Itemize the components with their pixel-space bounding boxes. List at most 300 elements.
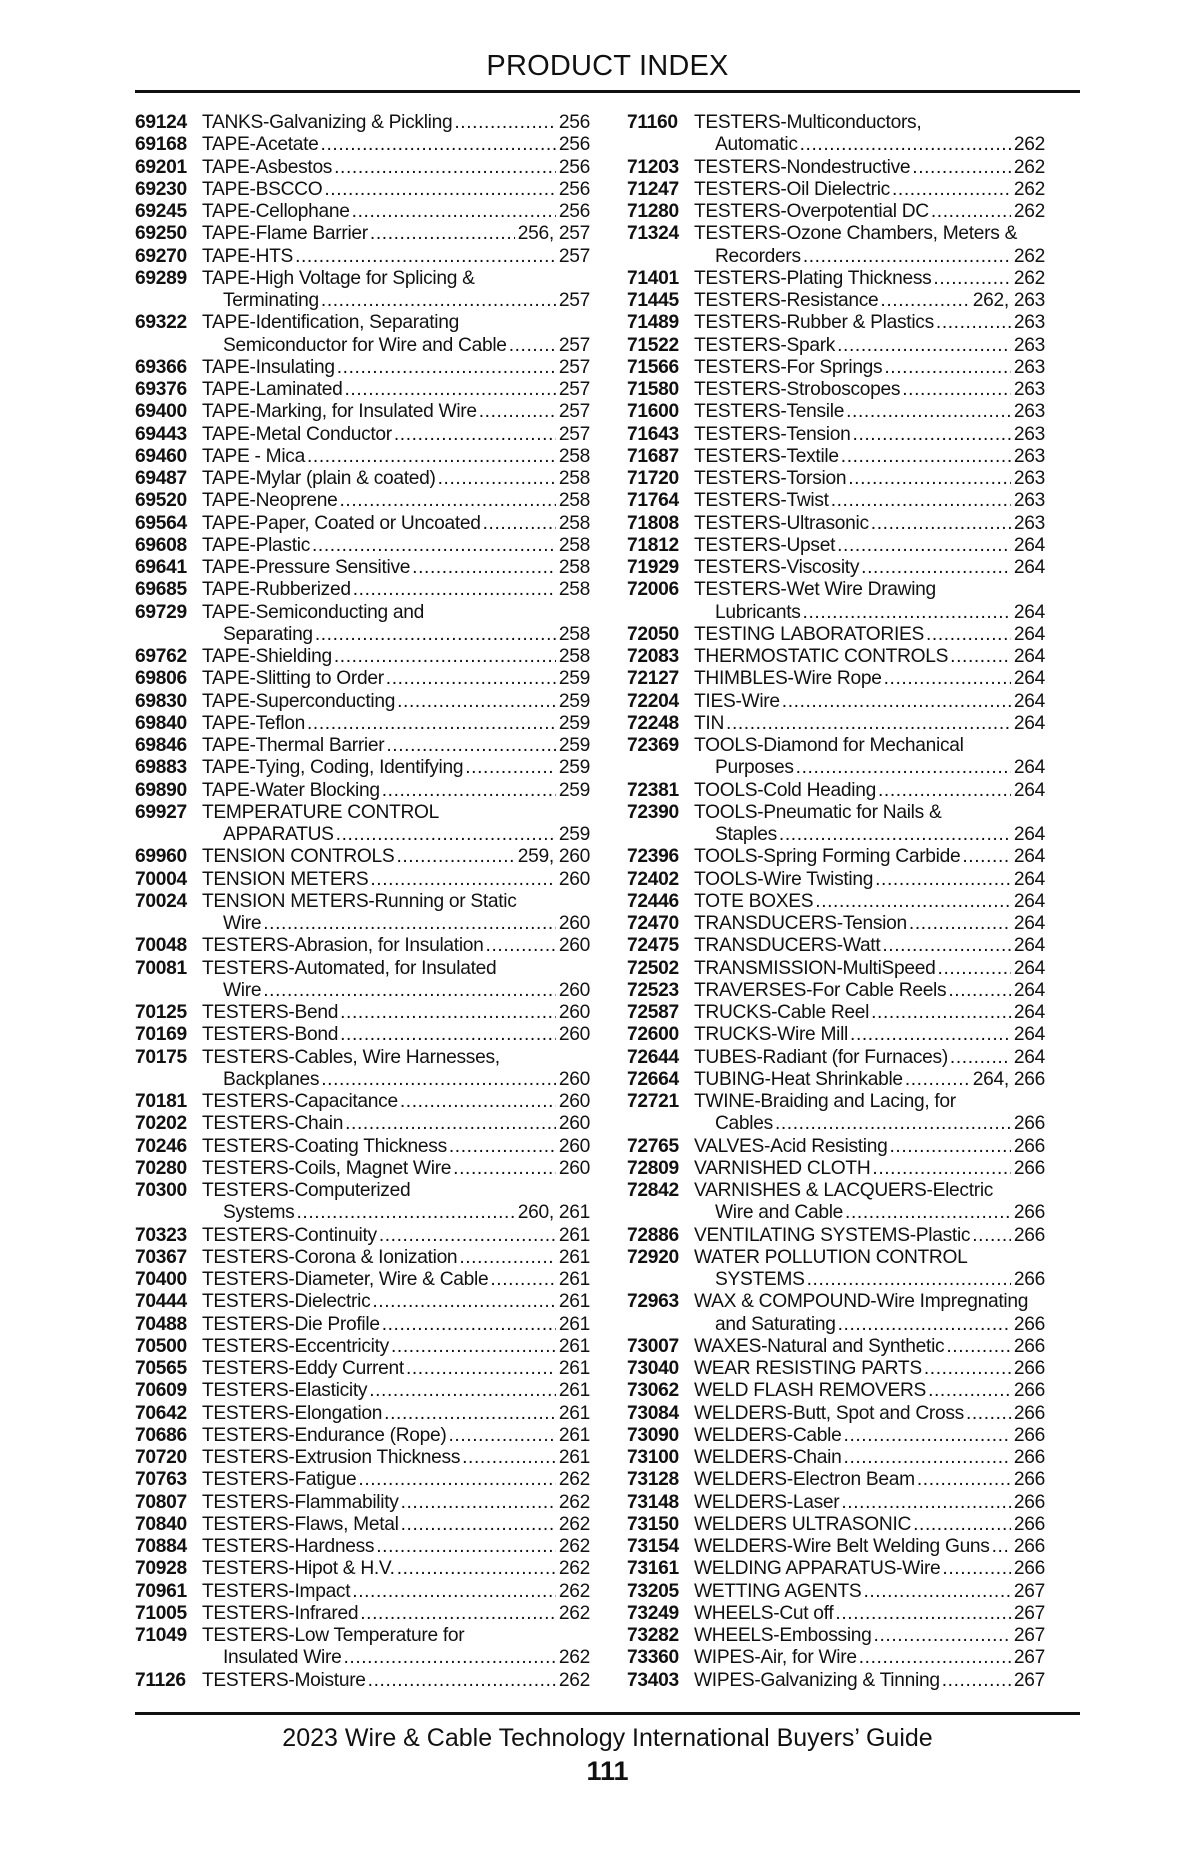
page-reference: 260 [558, 913, 590, 934]
page-reference: 266 [1013, 1202, 1045, 1224]
page-reference: 261 [558, 1447, 590, 1468]
product-code: 69201 [135, 156, 187, 178]
page-reference: 259 [558, 712, 590, 734]
product-code: 70642 [135, 1402, 187, 1424]
product-description: TESTERS-Ozone Chambers, Meters & [694, 223, 1018, 245]
dot-leader [312, 535, 556, 557]
product-description: TAPE-Cellophane [202, 201, 350, 222]
dot-leader [872, 1158, 1010, 1180]
index-entry [135, 646, 590, 668]
page-reference: 260 [558, 1113, 590, 1135]
product-description: TESTERS-Cables, Wire Harnesses, [202, 1046, 500, 1068]
product-description: Purposes [715, 757, 794, 779]
product-code: 70323 [135, 1224, 187, 1246]
dot-leader [874, 1625, 1011, 1647]
product-description: TESTERS-Fatigue [202, 1469, 357, 1491]
page-reference: 259 [558, 668, 590, 690]
page-reference: 256, 257 [517, 223, 590, 245]
product-description: Wire [223, 913, 262, 934]
product-code: 71280 [627, 201, 679, 222]
product-description: Wire and Cable [715, 1202, 844, 1224]
page-reference: 258 [558, 445, 590, 467]
dot-leader [892, 179, 1011, 201]
page-reference: 264 [1013, 1024, 1045, 1046]
product-code: 69366 [135, 356, 187, 378]
product-code: 69376 [135, 379, 187, 400]
product-code: 69520 [135, 490, 187, 512]
product-description: Lubricants [715, 601, 801, 623]
page-reference: 262 [1013, 178, 1045, 200]
dot-leader [343, 1647, 555, 1669]
product-description: WELD FLASH REMOVERS [694, 1380, 927, 1402]
product-code: 69883 [135, 757, 187, 779]
dot-leader [438, 468, 556, 490]
product-code: 72644 [627, 1046, 679, 1068]
product-code: 73062 [627, 1380, 679, 1402]
index-entry [627, 1581, 1045, 1603]
page-reference: 267 [1013, 1669, 1045, 1691]
product-description: Staples [715, 824, 777, 845]
index-entry [135, 1047, 590, 1092]
index-entry [627, 1514, 1045, 1536]
product-code: 72502 [627, 957, 679, 979]
product-description: TESTERS-Tensile [694, 401, 845, 423]
page-reference: 262 [558, 1669, 590, 1691]
dot-leader [263, 980, 556, 1002]
dot-leader [841, 1492, 1011, 1514]
index-entry [135, 1536, 590, 1558]
index-entry [135, 223, 590, 245]
product-description: WETTING AGENTS [694, 1580, 862, 1602]
product-description: TRANSMISSION-MultiSpeed [694, 957, 936, 979]
dot-leader [358, 1469, 555, 1491]
page-reference: 261 [558, 1269, 590, 1290]
index-entry [627, 958, 1045, 980]
page-reference: 257 [558, 356, 590, 378]
product-code: 69890 [135, 779, 187, 801]
page-reference: 261 [558, 1358, 590, 1379]
page-reference: 258 [558, 468, 590, 489]
index-entry [135, 1336, 590, 1358]
index-entry [135, 468, 590, 490]
page-reference: 264, 266 [972, 1068, 1045, 1090]
dot-leader [913, 1514, 1011, 1536]
product-code: 72127 [627, 668, 679, 690]
product-code: 72446 [627, 890, 679, 912]
index-entry [627, 802, 1045, 847]
index-entry [627, 424, 1045, 446]
index-entry [627, 401, 1045, 423]
dot-leader [859, 1647, 1011, 1669]
page-number: 111 [586, 1756, 629, 1786]
page-reference: 258 [558, 512, 590, 534]
dot-leader [412, 557, 556, 579]
index-entry [135, 935, 590, 957]
page-reference: 263 [1013, 490, 1045, 512]
product-description: TAPE-Metal Conductor [202, 423, 392, 445]
dot-leader [884, 668, 1011, 690]
index-entry [627, 1024, 1045, 1046]
product-description: Semiconductor for Wire and Cable [223, 334, 507, 356]
product-description: TAPE-High Voltage for Splicing & [202, 267, 475, 289]
dot-leader [324, 179, 556, 201]
index-entry [627, 1380, 1045, 1402]
product-description: WIPES-Air, for Wire [694, 1647, 857, 1669]
index-entry [135, 869, 590, 891]
page-reference: 264 [1013, 1002, 1045, 1023]
dot-leader [372, 1291, 556, 1313]
dot-leader [875, 869, 1011, 891]
product-code: 72963 [627, 1291, 679, 1313]
page-reference: 260 [558, 935, 590, 957]
product-description: THERMOSTATIC CONTROLS [694, 646, 949, 667]
dot-leader [382, 780, 556, 802]
product-description: TESTERS-Elasticity [202, 1380, 368, 1402]
dot-leader [871, 1002, 1011, 1024]
index-entry [135, 602, 590, 647]
dot-leader [926, 624, 1011, 646]
dot-leader [490, 1269, 556, 1291]
dot-leader [861, 557, 1011, 579]
dot-leader [803, 246, 1011, 268]
dot-leader [931, 201, 1011, 223]
product-code: 69564 [135, 512, 187, 534]
index-entry [135, 112, 590, 134]
index-entry [627, 446, 1045, 468]
index-entry [135, 891, 590, 936]
product-description: TAPE-Acetate [202, 134, 319, 156]
product-description: TESTERS-Eccentricity [202, 1335, 389, 1357]
product-code: 71812 [627, 534, 679, 556]
index-column-right [627, 112, 1045, 1692]
product-code: 69840 [135, 712, 187, 734]
product-description: WAXES-Natural and Synthetic [694, 1335, 945, 1357]
product-code: 70175 [135, 1046, 187, 1068]
product-description: TWINE-Braiding and Lacing, for [694, 1091, 956, 1112]
index-entry [135, 1091, 590, 1113]
index-entry [135, 1358, 590, 1380]
page-reference: 259 [558, 757, 590, 779]
product-description: TAPE - Mica [202, 445, 305, 467]
product-code: 69846 [135, 735, 187, 756]
page-reference: 261 [558, 1335, 590, 1357]
product-description: TUBES-Radiant (for Furnaces) [694, 1046, 948, 1068]
dot-leader [950, 1047, 1011, 1069]
product-code: 72721 [627, 1091, 679, 1112]
product-description: TESTERS-Endurance (Rope) [202, 1424, 447, 1446]
index-entry [135, 490, 590, 512]
product-code: 70500 [135, 1335, 187, 1357]
dot-leader [800, 134, 1011, 156]
product-description: VARNISHES & LACQUERS-Electric [694, 1180, 994, 1201]
dot-leader [853, 424, 1011, 446]
page-reference: 266 [1013, 1157, 1045, 1179]
page-reference: 264 [1013, 957, 1045, 979]
product-description: WELDERS-Laser [694, 1491, 840, 1513]
product-description: TESTERS-Multiconductors, [694, 112, 922, 133]
product-description: TAPE-Superconducting [202, 690, 396, 712]
page-reference: 266 [1013, 1335, 1045, 1357]
page-reference: 267 [1013, 1625, 1045, 1646]
index-entry [135, 401, 590, 423]
product-description: WELDERS-Chain [694, 1447, 842, 1468]
product-description: APPARATUS [223, 824, 334, 845]
index-entry [135, 1314, 590, 1336]
dot-leader [379, 1225, 556, 1247]
product-description: TRAVERSES-For Cable Reels [694, 979, 947, 1001]
product-description: TESTERS-Chain [202, 1113, 344, 1135]
product-code: 70048 [135, 935, 187, 957]
index-entry [627, 1091, 1045, 1136]
dot-leader [397, 691, 556, 713]
dot-leader [386, 668, 556, 690]
index-entry [135, 1581, 590, 1603]
index-entry [135, 579, 590, 601]
product-description: TESTERS-Flammability [202, 1491, 399, 1513]
index-entry [135, 424, 590, 446]
product-code: 72809 [627, 1157, 679, 1179]
dot-leader [837, 535, 1011, 557]
product-description: TAPE-Asbestos [202, 156, 333, 178]
product-code: 71401 [627, 267, 679, 289]
product-code: 71445 [627, 290, 679, 311]
page-reference: 258 [558, 490, 590, 512]
dot-leader [345, 1113, 556, 1135]
index-entry [135, 179, 590, 201]
product-description: TESTERS-Torsion [694, 468, 847, 489]
product-code: 72050 [627, 623, 679, 645]
product-description: TAPE-Tying, Coding, Identifying [202, 757, 464, 779]
product-description: TESTERS-Hardness [202, 1536, 375, 1557]
page-reference: 264 [1013, 935, 1045, 957]
product-code: 73084 [627, 1402, 679, 1424]
dot-leader [340, 1024, 556, 1046]
product-code: 69443 [135, 423, 187, 445]
page-reference: 263 [1013, 512, 1045, 534]
product-description: TAPE-Marking, for Insulated Wire [202, 401, 477, 423]
publication-title: 2023 Wire & Cable Technology International Buyers’ Guide [282, 1724, 933, 1752]
dot-leader [844, 1447, 1011, 1469]
page-reference: 262 [558, 1513, 590, 1535]
product-description: TAPE-Neoprene [202, 490, 338, 512]
product-code: 69487 [135, 468, 187, 489]
dot-leader [400, 1091, 556, 1113]
index-entry [627, 1158, 1045, 1180]
dot-leader [796, 757, 1011, 779]
product-description: TOOLS-Pneumatic for Nails & [694, 801, 942, 823]
product-description: WIPES-Galvanizing & Tinning [694, 1669, 940, 1691]
dot-leader [321, 134, 556, 156]
index-entry [135, 1514, 590, 1536]
index-entry [627, 1403, 1045, 1425]
product-code: 71005 [135, 1602, 187, 1624]
index-entry [135, 1403, 590, 1425]
product-code: 71720 [627, 468, 679, 489]
product-code: 70928 [135, 1558, 187, 1580]
page-reference: 262 [558, 1536, 590, 1557]
product-code: 70367 [135, 1246, 187, 1268]
product-code: 69806 [135, 668, 187, 690]
page-reference: 257 [558, 423, 590, 445]
index-entry [627, 869, 1045, 891]
product-description: TAPE-HTS [202, 245, 294, 267]
dot-leader [453, 1158, 556, 1180]
index-entry [135, 1225, 590, 1247]
product-description: Systems [223, 1202, 295, 1224]
dot-leader [779, 824, 1011, 846]
index-entry [135, 1136, 590, 1158]
page-reference: 262 [558, 1469, 590, 1491]
index-entry [627, 335, 1045, 357]
product-code: 70246 [135, 1135, 187, 1157]
index-entry [135, 802, 590, 847]
product-description: WEAR RESISTING PARTS [694, 1358, 922, 1379]
product-description: TAPE-Water Blocking [202, 779, 380, 801]
page-reference: 264 [1013, 601, 1045, 623]
product-description: TESTERS-Corona & Ionization [202, 1246, 458, 1268]
product-description: TESTERS-Spark [694, 334, 836, 356]
product-description: TAPE-Rubberized [202, 579, 351, 601]
dot-leader [848, 468, 1011, 490]
product-code: 69685 [135, 579, 187, 601]
product-description: TESTERS-Abrasion, for Insulation [202, 935, 484, 957]
index-entry [135, 668, 590, 690]
product-description: TOOLS-Diamond for Mechanical [694, 735, 964, 756]
dot-leader [966, 1403, 1011, 1425]
product-description: TESTERS-Elongation [202, 1402, 383, 1424]
page-reference: 266 [1013, 1469, 1045, 1491]
dot-leader [726, 713, 1011, 735]
dot-leader [782, 691, 1011, 713]
index-entry [627, 1047, 1045, 1069]
dot-leader [878, 780, 1011, 802]
index-entry [135, 1447, 590, 1469]
header-rule [135, 90, 1080, 93]
dot-leader [863, 1581, 1010, 1603]
product-description: TAPE-Insulating [202, 356, 335, 378]
index-column-left [135, 112, 590, 1692]
product-description: TESTERS-Textile [694, 445, 839, 467]
page-reference: 264 [1013, 1046, 1045, 1068]
product-description: TENSION METERS [202, 868, 369, 890]
product-description: TESTERS-Dielectric [202, 1291, 371, 1313]
index-entry [627, 935, 1045, 957]
product-description: TRUCKS-Wire Mill [694, 1024, 849, 1046]
product-description: TAPE-Slitting to Order [202, 668, 384, 690]
product-description: Automatic [715, 134, 798, 156]
page-reference: 259 [558, 779, 590, 801]
index-entry [135, 1425, 590, 1447]
product-description: TAPE-BSCCO [202, 178, 323, 200]
product-code: 72381 [627, 779, 679, 801]
product-description: TESTERS-Moisture [202, 1669, 366, 1691]
product-code: 72475 [627, 935, 679, 957]
page-reference: 262 [1013, 156, 1045, 178]
product-code: 71643 [627, 423, 679, 445]
index-entry [627, 713, 1045, 735]
page-reference: 259 [558, 824, 590, 845]
index-entry [135, 1113, 590, 1135]
page-reference: 266 [1013, 1380, 1045, 1402]
page-footer [135, 1722, 1080, 1788]
page-reference: 264 [1013, 557, 1045, 578]
product-code: 70400 [135, 1269, 187, 1290]
page-reference: 256 [558, 112, 590, 133]
page-reference: 257 [558, 245, 590, 267]
product-code: 69729 [135, 601, 187, 623]
page-reference: 256 [558, 156, 590, 178]
index-entry [135, 312, 590, 357]
dot-leader [835, 1603, 1010, 1625]
product-description: TIES-Wire [694, 690, 780, 712]
product-code: 72248 [627, 712, 679, 734]
page-reference: 263 [1013, 401, 1045, 423]
product-code: 71764 [627, 490, 679, 512]
index-entry [627, 201, 1045, 223]
page-reference: 259, 260 [517, 846, 590, 868]
product-code: 69927 [135, 801, 187, 823]
dot-leader [334, 646, 556, 668]
index-entry [627, 980, 1045, 1002]
page-reference: 262 [558, 1647, 590, 1669]
dot-leader [352, 201, 556, 223]
index-entry [135, 757, 590, 779]
product-description: WELDERS-Butt, Spot and Cross [694, 1402, 964, 1424]
dot-leader [831, 490, 1011, 512]
product-code: 70807 [135, 1491, 187, 1513]
product-code: 73100 [627, 1447, 679, 1468]
dot-leader [339, 490, 555, 512]
dot-leader [296, 1202, 514, 1224]
product-code: 70686 [135, 1424, 187, 1446]
dot-leader [803, 602, 1011, 624]
product-code: 73360 [627, 1647, 679, 1669]
page-reference: 267 [1013, 1580, 1045, 1602]
page-reference: 260 [558, 1068, 590, 1090]
index-entry [627, 112, 1045, 157]
page-reference: 260 [558, 1091, 590, 1112]
page-reference: 266 [1013, 1113, 1045, 1135]
product-code: 73040 [627, 1358, 679, 1379]
page-reference: 266 [1013, 1558, 1045, 1580]
index-entry [135, 379, 590, 401]
page-reference: 262 [1013, 134, 1045, 156]
index-entry [627, 1670, 1045, 1692]
product-code: 72204 [627, 690, 679, 712]
dot-leader [846, 401, 1011, 423]
index-entry [135, 157, 590, 179]
product-description: TAPE-Flame Barrier [202, 223, 368, 245]
dot-leader [972, 1225, 1011, 1247]
index-entry [135, 735, 590, 757]
product-code: 69400 [135, 401, 187, 423]
product-description: Insulated Wire [223, 1647, 342, 1669]
product-code: 70181 [135, 1091, 187, 1112]
index-entry [627, 268, 1045, 290]
product-code: 70125 [135, 1002, 187, 1023]
page-reference: 264 [1013, 824, 1045, 845]
page-reference: 258 [558, 646, 590, 667]
page-reference: 262, 263 [972, 290, 1045, 311]
page-reference: 264 [1013, 846, 1045, 868]
dot-leader [370, 223, 515, 245]
index-entry [135, 1158, 590, 1180]
dot-leader [462, 1447, 556, 1469]
product-description: TESTERS-Ultrasonic [694, 512, 869, 534]
product-code: 72600 [627, 1024, 679, 1046]
dot-leader [942, 1558, 1010, 1580]
page-reference: 266 [1013, 1424, 1045, 1446]
